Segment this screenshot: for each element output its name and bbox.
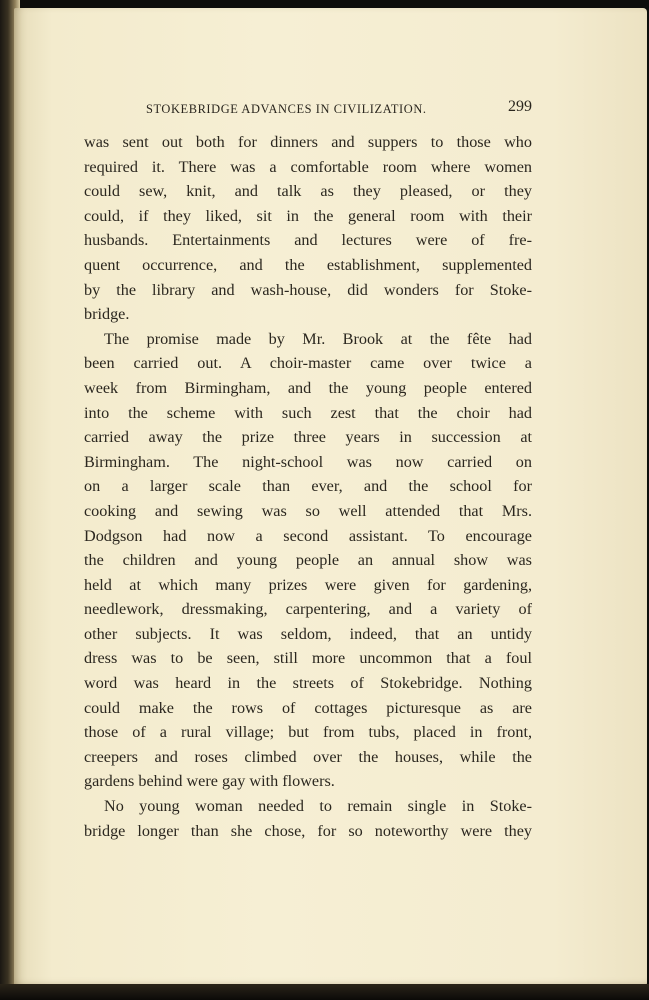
text-line: creepers and roses climbed over the houses, while the [84,747,532,766]
text-line: week from Birmingham, and the young people entered [84,378,532,397]
page-header [146,98,532,122]
text-line: required it. There was a comfortable room where women [84,157,532,176]
text-line: quent occurrence, and the establishment, supplemented [84,255,532,274]
text-line: gardens behind were gay with flowers. [84,772,335,791]
text-line: could make the rows of cottages picturesque as are [84,698,532,717]
text-line: into the scheme with such zest that the choir had [84,403,532,422]
text-line: could sew, knit, and talk as they pleased, or they [84,182,532,201]
text-line: bridge. [84,305,130,324]
text-line: carried away the prize three years in succession at [84,428,532,447]
text-line: by the library and wash-house, did wonders for Stoke- [84,280,532,299]
text-line: been carried out. A choir-master came over twice a [84,354,532,373]
text-line: bridge longer than she chose, for so noteworthy were they [84,821,532,840]
text-line: on a larger scale than ever, and the school for [84,477,532,496]
page-bottom-edge [0,984,649,1000]
text-line: could, if they liked, sit in the general room with their [84,206,532,225]
page-number: 299 [508,98,532,115]
text-line: Dodgson had now a second assistant. To encourage [84,526,532,545]
body-text [84,130,532,843]
text-line: needlework, dressmaking, carpentering, and a variety of [84,600,532,619]
running-title: STOKEBRIDGE ADVANCES IN CIVILIZATION. [146,102,427,116]
text-line: dress was to be seen, still more uncommon that a foul [84,649,532,668]
text-line: held at which many prizes were given for gardening, [84,575,532,594]
text-line: was sent out both for dinners and suppers to those who [84,133,532,151]
text-line: those of a rural village; but from tubs, placed in front, [84,723,532,742]
text-line: Birmingham. The night-school was now carried on [84,452,532,471]
text-line: husbands. Entertainments and lectures were of fre- [84,231,532,250]
text-line: the children and young people an annual show was [84,551,532,570]
text-line: other subjects. It was seldom, indeed, that an untidy [84,624,532,643]
text-line: No young woman needed to remain single in Stoke- [104,797,532,816]
text-line: The promise made by Mr. Brook at the fête had [104,329,532,348]
text-line: cooking and sewing was so well attended that Mrs. [84,501,532,520]
text-line: word was heard in the streets of Stokebridge. Nothing [84,674,532,693]
